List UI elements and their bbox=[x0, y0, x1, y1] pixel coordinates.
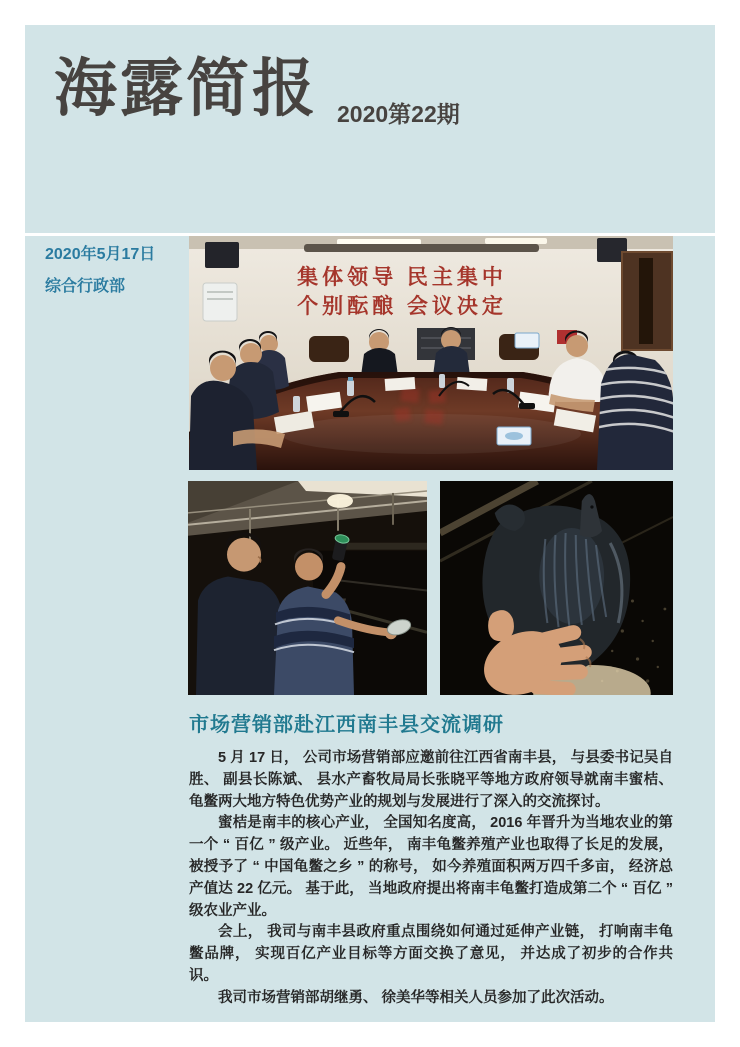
turtle-farm-visit-photo bbox=[188, 481, 427, 695]
banner-text-line1: 集体领导 民主集中 bbox=[297, 266, 507, 289]
air-conditioner bbox=[203, 283, 237, 321]
banner-text-line2: 个别酝酿 会议决定 bbox=[297, 295, 507, 318]
department-name: 综合行政部 bbox=[45, 278, 126, 295]
article-paragraph: 蜜桔是南丰的核心产业， 全国知名度高， 2016 年晋升为当地农业的第一个 “ 百亿 ” 级产业。 近些年， 南丰龟鳖养殖产业也取得了长足的发展， 被授予了 “ 中国龟鳖之乡 ” 的称号， 如今养殖面积两万四千多亩， 经济总产值达 22 亿元。 基于此， 当地政府提出将南丰龟鳖打造成第二个 “ 百亿 ” 级农业产业。 bbox=[189, 815, 673, 919]
soft-shell-turtle-photo bbox=[440, 481, 673, 695]
issue-meta bbox=[45, 246, 185, 310]
newsletter-title: 海露简报 bbox=[54, 54, 318, 124]
issue-number: 2020第22期 bbox=[337, 101, 460, 127]
meeting-room-photo bbox=[189, 236, 673, 470]
article-title: 市场营销部赴江西南丰县交流调研 bbox=[189, 714, 504, 736]
article-paragraph: 5 月 17 日， 公司市场营销部应邀前往江西省南丰县， 与县委书记吴自胜、 副县长陈斌、 县水产畜牧局局长张晓平等地方政府领导就南丰蜜桔、 龟鳖两大地方特色优势产业的规划与发展进行了深入的交流探讨。 bbox=[189, 750, 673, 810]
article-paragraph: 我司市场营销部胡继勇、 徐美华等相关人员参加了此次活动。 bbox=[218, 989, 614, 1006]
publish-date: 2020年5月17日 bbox=[45, 246, 156, 263]
article-paragraph: 会上， 我司与南丰县政府重点围绕如何通过延伸产业链， 打响南丰龟鳖品牌， 实现百亿产业目标等方面交换了意见， 并达成了初步的合作共识。 bbox=[189, 924, 673, 984]
article-body bbox=[189, 748, 673, 1010]
